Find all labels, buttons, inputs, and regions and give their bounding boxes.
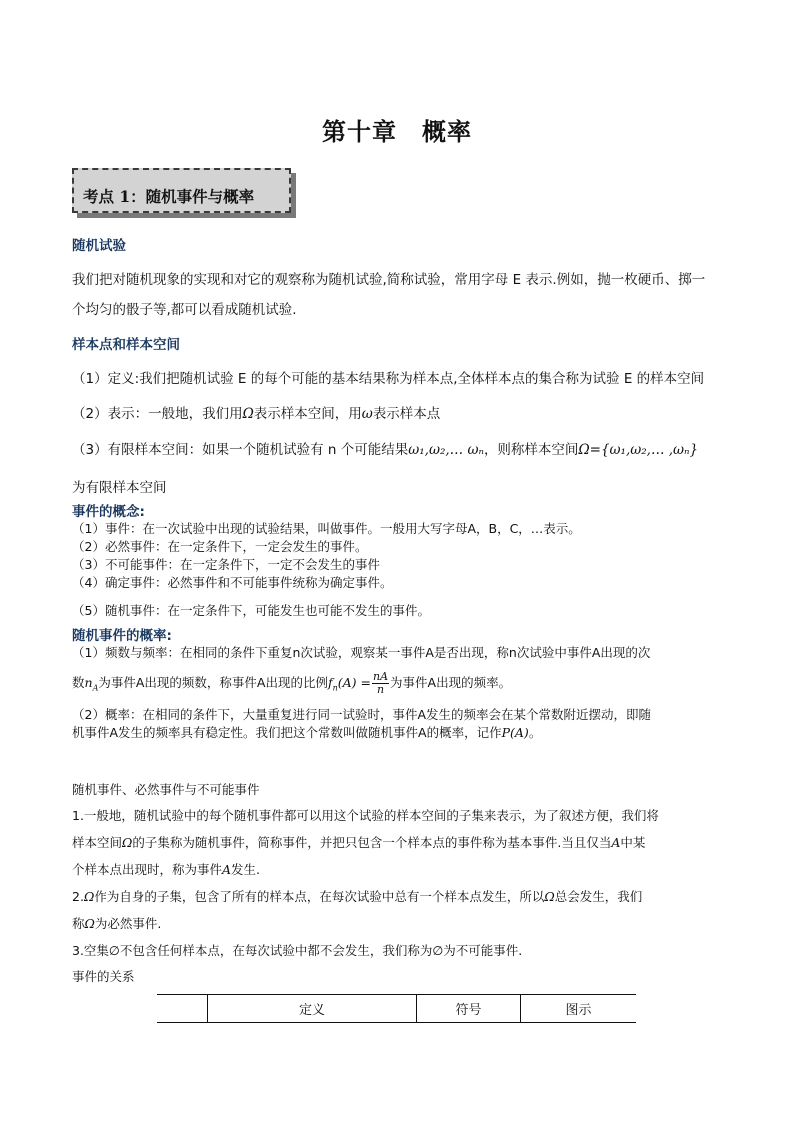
paragraph-line: （1）频数与频率：在相同的条件下重复n次试验，观察某一事件A是否出现，称n次试验中事件A出现的次 [72, 645, 651, 660]
math-nA: n [84, 675, 93, 690]
paragraph-line: 3.空集∅不包含任何样本点，在每次试验中都不会发生，我们称为∅为不可能事件. [72, 943, 523, 958]
paragraph-line: 为有限样本空间 [72, 480, 167, 496]
heading-random-experiment: 随机试验 [72, 238, 126, 254]
table-header-cell [157, 995, 208, 1023]
section-box-label: 考点 1：随机事件与概率 [83, 187, 255, 206]
paragraph-line: 样本空间Ω的子集称为随机事件，简称事件，并把只包含一个样本点的事件称为基本事件.当且仅当A中某 [72, 835, 646, 850]
heading-sample-space: 样本点和样本空间 [72, 337, 180, 353]
math-omega: Ω [242, 406, 254, 422]
paragraph-line: 2.Ω作为自身的子集，包含了所有的样本点，在每次试验中总有一个样本点发生，所以Ω总会发生，我们 [72, 889, 643, 904]
list-item: （3）不可能事件：在一定条件下，一定不会发生的事件 [72, 557, 380, 572]
paragraph-line: 1.一般地，随机试验中的每个随机事件都可以用这个试验的样本空间的子集来表示，为了叙述方便，我们将 [72, 808, 659, 823]
list-item: （4）确定事件：必然事件和不可能事件统称为确定事件。 [72, 575, 393, 590]
paragraph-line: 个均匀的骰子等,都可以看成随机试验. [72, 302, 297, 318]
paragraph-line: 我们把对随机现象的实现和对它的观察称为随机试验,简称试验，常用字母 E 表示.例如，抛一枚硬币、掷一 [72, 272, 706, 288]
paragraph-line: 称Ω为必然事件. [72, 916, 162, 931]
list-item: （2）必然事件：在一定条件下，一定会发生的事件。 [72, 539, 368, 554]
paragraph-line: （1）定义:我们把随机试验 E 的每个可能的基本结果称为样本点,全体样本点的集合称为试验 E 的样本空间 [72, 371, 705, 387]
heading-event-relations: 事件的关系 [72, 969, 135, 984]
heading-event-concept: 事件的概念: [72, 504, 145, 520]
math-sample-space-set: Ω={ω₁,ω₂,… ,ωₙ} [578, 442, 699, 458]
paragraph-line: 数$n_A$为事件A出现的频数，称事件A出现的比例$f_n(A)$ = $\frac{nA}{n}$ 为事件A出现的频率。 [72, 670, 512, 696]
table-header-cell: 定义 [208, 995, 417, 1023]
heading-events: 随机事件、必然事件与不可能事件 [72, 782, 260, 797]
paragraph-line: （2）表示：一般地，我们用Ω表示样本空间，用ω表示样本点 [72, 406, 441, 422]
math-fn: f [327, 675, 333, 690]
paragraph-line: 机事件A发生的频率具有稳定性。我们把这个常数叫做随机事件A的概率，记作P(A)。 [72, 725, 542, 740]
math-omega-small: ω [361, 406, 373, 422]
math-PA: P(A) [501, 725, 529, 740]
paragraph-line: （2）概率：在相同的条件下，大量重复进行同一试验时，事件A发生的频率会在某个常数附近摆动，即随 [72, 707, 652, 722]
paragraph-line: 个样本点出现时，称为事件A发生. [72, 862, 261, 877]
math-outcomes: ω₁,ω₂,… ωₙ [408, 442, 484, 458]
heading-probability: 随机事件的概率: [72, 628, 172, 644]
fraction: $\frac{nA}{n}$ [373, 670, 389, 696]
chapter-title: 第十章 概率 [322, 117, 472, 146]
event-relations-table [157, 994, 636, 1023]
paragraph-line: （3）有限样本空间：如果一个随机试验有 n 个可能结果ω₁,ω₂,… ωₙ，则称样本空间Ω={ω₁,ω₂,… ,ωₙ} [72, 442, 699, 458]
table-header-cell: 符号 [417, 995, 521, 1023]
list-item: （5）随机事件：在一定条件下，可能发生也可能不发生的事件。 [72, 603, 430, 618]
table-header-row [157, 995, 636, 1023]
table-header-cell: 图示 [521, 995, 637, 1023]
list-item: （1）事件：在一次试验中出现的试验结果，叫做事件。一般用大写字母A，B，C，…表示。 [72, 521, 581, 536]
